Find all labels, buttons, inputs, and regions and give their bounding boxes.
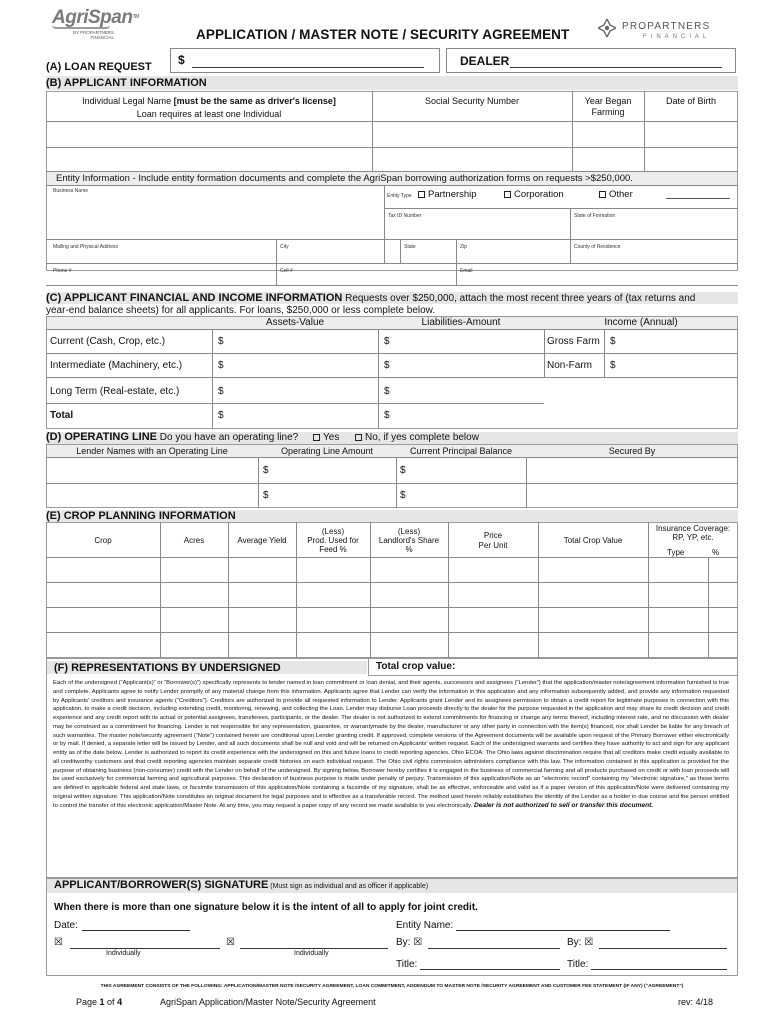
dealer-label: DEALER [460, 54, 510, 68]
operating-amount-1-field[interactable]: $ [263, 465, 269, 476]
current-assets-field[interactable]: $ [218, 336, 224, 347]
applicant-name-2-field[interactable] [46, 148, 373, 172]
total-assets-field[interactable]: $ [218, 410, 224, 421]
gross-farm-field[interactable]: $ [610, 336, 616, 347]
tax-id-label: Tax ID Number [388, 213, 422, 219]
total-crop-value-label: Total crop value: [376, 661, 456, 672]
individual-signature-1-field[interactable] [70, 948, 220, 949]
col-income: Income (Annual) [604, 317, 678, 328]
col-assets: Assets-Value [265, 317, 325, 328]
dealer-field[interactable] [510, 67, 722, 68]
section-c-note: year-end balance sheets) for all applicants. For loans, $250,000 or less complete below. [46, 305, 436, 316]
propartners-sub: FINANCIAL [643, 34, 711, 40]
other-checkbox[interactable]: Other [599, 189, 633, 200]
col-crop: Crop [94, 536, 112, 545]
x-mark-icon: ☒ [54, 937, 63, 948]
section-b-label: (B) APPLICANT INFORMATION [46, 77, 207, 89]
total-liabilities-field[interactable]: $ [384, 410, 390, 421]
state-label: State [404, 244, 416, 250]
row-long-term: Long Term (Real-estate, etc.) [50, 386, 180, 397]
col-insurance-pct: % [712, 548, 720, 557]
page-number: Page 1 of 4 [76, 997, 123, 1007]
agrispan-tagline: BY PROPARTNERS FINANCIAL [72, 30, 114, 40]
col-insurance-types: RP, YP, etc. [672, 533, 714, 542]
col-average-yield: Average Yield [237, 536, 287, 545]
by-label-1: By: ☒ [396, 937, 423, 948]
entity-type-label: Entity Type [387, 193, 412, 199]
col-price-unit: Per Unit [478, 541, 508, 550]
x-mark-icon: ☒ [226, 937, 235, 948]
signature-box [46, 878, 738, 976]
loan-amount-field[interactable] [192, 67, 424, 68]
other-field[interactable] [666, 198, 730, 199]
current-liabilities-field[interactable]: $ [384, 336, 390, 347]
col-total-crop-value: Total Crop Value [563, 536, 623, 545]
principal-balance-1-field[interactable]: $ [400, 465, 406, 476]
financial-table [46, 316, 738, 429]
non-farm-field[interactable]: $ [610, 360, 616, 371]
signature-label: APPLICANT/BORROWER(S) SIGNATURE (Must sign as individual and as officer if applicable) [54, 879, 429, 891]
city-label: City [280, 244, 289, 250]
col-year-began: Year Began [584, 96, 632, 106]
section-f-label: (F) REPRESENTATIONS BY UNDERSIGNED [54, 662, 281, 674]
by-signature-1-field[interactable] [428, 948, 560, 949]
page-title: APPLICATION / MASTER NOTE / SECURITY AGREEMENT [196, 27, 570, 42]
col-operating-amount: Operating Line Amount [280, 446, 374, 456]
title-1-field[interactable] [420, 969, 560, 970]
col-liabilities: Liabilities-Amount [421, 317, 501, 328]
operating-amount-2-field[interactable]: $ [263, 490, 269, 501]
county-label: County of Residence [574, 244, 621, 250]
col-legal-name-note: Loan requires at least one Individual [136, 109, 282, 119]
state-formation-label: State of Formation [574, 213, 616, 219]
agrispan-logo [52, 7, 139, 40]
corporation-checkbox[interactable]: Corporation [504, 189, 564, 200]
row-intermediate: Intermediate (Machinery, etc.) [50, 360, 183, 371]
col-lender-names: Lender Names with an Operating Line [76, 446, 228, 456]
agrispan-logo-text: AgriSpan [52, 7, 133, 28]
col-legal-name: Individual Legal Name [must be the same as driver's license] [82, 96, 336, 106]
intermediate-assets-field[interactable]: $ [218, 360, 224, 371]
section-a-label: (A) LOAN REQUEST [46, 61, 152, 73]
col-prod-less: (Less) [321, 527, 345, 536]
individual-signature-2-field[interactable] [240, 948, 388, 949]
col-acres: Acres [183, 536, 205, 545]
col-year-farming: Farming [591, 107, 625, 117]
representations-text: Each of the undersigned (“Applicant(s)” or “Borrower(s)”) specifically represents to lender named in loan commitment or loan denial, and their agents, successors and assignees (“Lender”) that the application/master note/agreement information furnished is true and complete. Applicants agree to notify Lender promptly of any material change from this information. Applicants agree that Lender can verify the information in this application and any information subsequently added, and provide any information requested by Applicants' creditors and insurance agents (“Creditors”). Creditors are authorized to provide all requested information to Lender. Applicants grant Lender and its assignees permission to obtain a credit report for legitimate purposes in connection with this application, to make a credit decision, including extending credit, monitoring, renewing, and collecting the Loan. Lender may disburse Loan proceeds directly to the dealer for the purpose requested in the application and may share its credit decision and credit experience and any credit report with its actual or potential assignees, transferees, participants, or the dealer. The dealer is not authorized to extend commitments for financing or change any terms thereof, including interest rate, and no discussion with dealer may be construed as a commitment for financing. Lender is not responsible for any representation, guarantee, or warrantymade by the dealer, manufacturer or any other party in connection with the item(s) financed, nor shall Lender be liable for any breach of such warranties. The master note/security agreement (“Note”) contained herein are conditional upon Lender granting credit. If approved, complete versions of the Agreement documents will be available upon request of the Primary Borrower either electronically or by mail. If denied, a separate letter will be issued by Lender, and all such documents shall be null and void and will be returned on Applicants' written request. Each of the undersigned warrants and certifies they have authority to act and sign for any applicant entity as of the date below. Lender is authorized to report its credit experience with the undersigned on this and future loans to credit reporting agencies. Ohio ECOA: The Ohio laws against discrimination require that all creditors make credit equally available to all creditworthy customers and that credit reporting agencies maintain separate credit histories on each individual request. The Ohio civil rights commission administers compliance with this law. The information contained in this application is provided for the purpose of obtaining business (non-consumer) credit with the Lender on behalf of the undersigned. By signing below, Borrower hereby certifies it is engaged in the business of commercial farming and all products purchased on credit or with loan proceeds will be used exclusively for commercial farming and agricultural purposes. This declaration of business purpose is made under penalty of perjury. Transmission of this application/Note as an "electronic record" containing my "electronic signature," as those terms are defined in applicable federal and state laws, or facsimile transmission of this application/Note containing a facsimile of my signature, shall be as effective, enforceable and valid as if a paper version of this application/Note were delivered containing my original written signature. This application/Note constitutes an original document for legal purposes and is effective as a transferable record. The method used herein reliably establishes the identity of the Lender as a holder in due course and the person entitled to control the transfer of this electronic application/Master Note. At any time, you may request a paper copy of any record we made available to you electronically. Dealer is not authorized to sell or transfer this document. [53, 680, 729, 809]
long-term-liabilities-field[interactable]: $ [384, 386, 390, 397]
date-label: Date: [54, 920, 78, 931]
cell-label: Cell # [280, 268, 293, 274]
by-signature-2-field[interactable] [599, 948, 727, 949]
individually-label-1: Individually [106, 950, 141, 957]
title-label-2: Title: [567, 959, 589, 970]
operating-no-checkbox[interactable]: No, if yes complete below [355, 432, 479, 443]
gross-farm-label: Gross Farm [547, 336, 600, 347]
col-principal-balance: Current Principal Balance [409, 446, 513, 456]
non-farm-label: Non-Farm [547, 360, 593, 371]
loan-dollar-sign: $ [178, 53, 185, 67]
col-landlord-pct: % [405, 545, 413, 554]
row-total: Total [50, 410, 74, 421]
title-label-1: Title: [396, 959, 418, 970]
section-d-label: (D) OPERATING LINE Do you have an operating line? [46, 431, 299, 443]
partnership-checkbox[interactable]: Partnership [418, 189, 477, 200]
col-landlord-share: Landlord's Share [378, 536, 440, 545]
loan-amount-box[interactable] [170, 48, 440, 73]
intermediate-liabilities-field[interactable]: $ [384, 360, 390, 371]
date-field[interactable] [82, 930, 190, 931]
title-2-field[interactable] [591, 969, 727, 970]
trademark-mark: TM [132, 14, 139, 20]
entity-name-label: Entity Name: [396, 920, 454, 931]
entity-name-field[interactable] [456, 930, 670, 931]
col-dob: Date of Birth [665, 96, 717, 106]
col-prod-pct: Feed % [319, 545, 347, 554]
section-c-label: (C) APPLICANT FINANCIAL AND INCOME INFORMATION Requests over $250,000, attach the most recent three years of (tax returns and [46, 292, 696, 304]
phone-label: Phone # [53, 268, 72, 274]
revision: rev: 4/18 [678, 997, 714, 1007]
col-prod-feed: Prod. Used for [307, 536, 359, 545]
col-ssn: Social Security Number [424, 96, 520, 106]
section-e-label: (E) CROP PLANNING INFORMATION [46, 510, 236, 522]
zip-label: Zip [460, 244, 467, 250]
propartners-mark-icon [598, 19, 616, 37]
joint-credit-note: When there is more than one signature below it is the intent of all to apply for joint credit. [54, 902, 478, 913]
col-secured-by: Secured By [608, 446, 656, 456]
agreement-consists-note: THIS AGREEMENT CONSISTS OF THE FOLLOWING: APPLICATION/MASTER NOTE /SECURITY AGREEMENT, LOAN COMMITMENT, ADDENDUM TO MASTER NOTE /SECURITY AGREEMENT AND CUSTOMER FEE STATEMENT (IF ANY) (“AGREEMENT”) [100, 984, 684, 989]
long-term-assets-field[interactable]: $ [218, 386, 224, 397]
col-insurance: Insurance Coverage: [655, 524, 731, 533]
business-name-label: Business Name [53, 188, 89, 194]
mailing-address-label: Mailing and Physical Address [53, 244, 119, 250]
col-landlord-less: (Less) [397, 527, 421, 536]
operating-yes-checkbox[interactable]: Yes [313, 432, 339, 443]
row-current: Current (Cash, Crop, etc.) [50, 336, 166, 347]
by-label-2: By: ☒ [567, 937, 594, 948]
col-price: Price [483, 531, 503, 540]
individually-label-2: Individually [294, 950, 329, 957]
applicant-name-1-field[interactable] [46, 122, 373, 148]
principal-balance-2-field[interactable]: $ [400, 490, 406, 501]
col-insurance-type: Type [667, 548, 685, 557]
document-name: AgriSpan Application/Master Note/Security Agreement [160, 997, 376, 1007]
entity-info-note: Entity Information - Include entity formation documents and complete the AgriSpan borrowing authorization forms on requests >$250,000. [56, 173, 633, 184]
email-label: Email [460, 268, 473, 274]
propartners-name: PROPARTNERS [622, 21, 711, 32]
